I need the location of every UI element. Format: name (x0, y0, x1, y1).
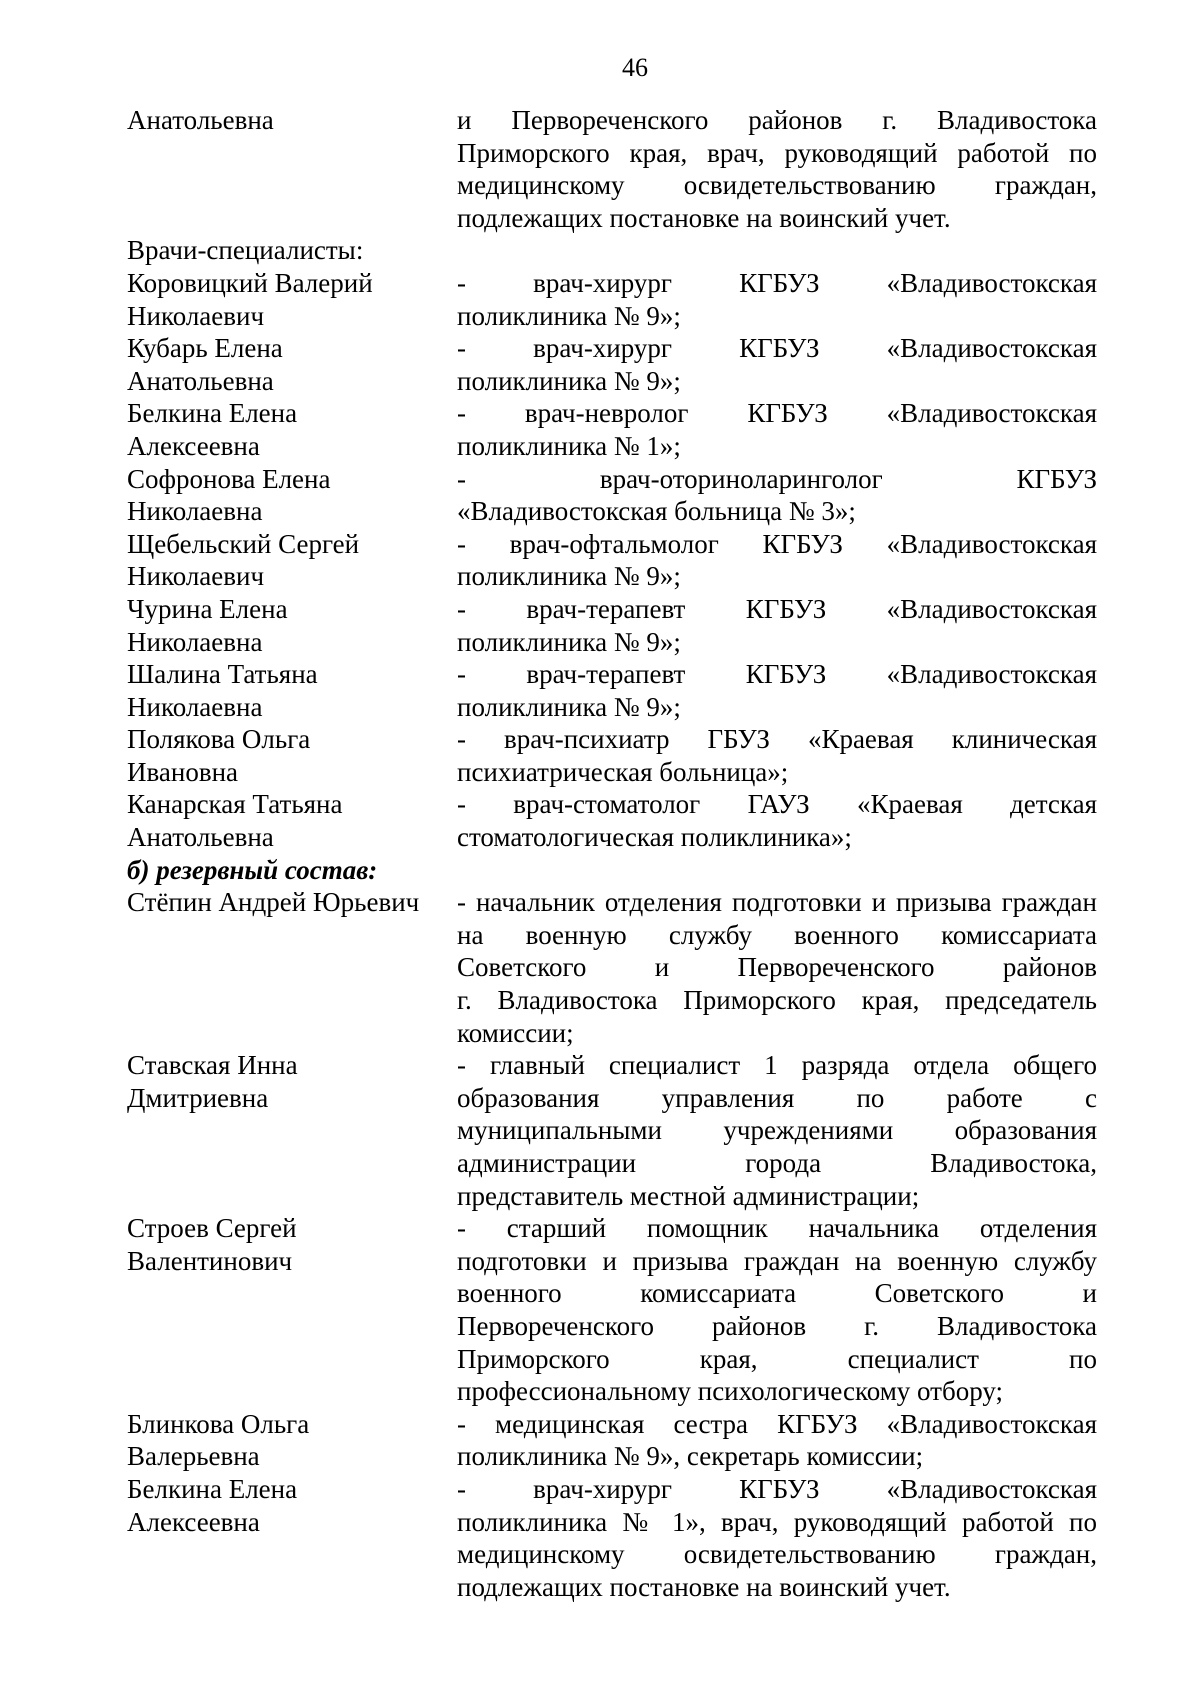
desc-line: - врач-терапевт КГБУЗ «Владивостокская (457, 593, 1097, 624)
name-line: Алексеевна (127, 1506, 260, 1537)
member-entry (127, 1049, 1097, 1212)
name-line: Софронова Елена (127, 463, 331, 494)
desc-line: - старший помощник начальника отделения (457, 1213, 1097, 1244)
name-line: Валерьевна (127, 1441, 260, 1472)
person-description (457, 1049, 1097, 1212)
member-entry (127, 332, 1097, 397)
desc-line: - врач-невролог КГБУЗ «Владивостокская (457, 398, 1097, 429)
name-line: Канарская Татьяна (127, 789, 343, 820)
desc-line: медицинскому освидетельствованию граждан, (457, 170, 1097, 201)
name-line: Николаевна (127, 496, 263, 527)
desc-line: - врач-хирург КГБУЗ «Владивостокская (457, 1473, 1097, 1504)
person-name (127, 332, 457, 397)
desc-line: - врач-офтальмолог КГБУЗ «Владивостокская (457, 528, 1097, 559)
name-line: Чурина Елена (127, 593, 288, 624)
desc-line: «Владивостокская больница № 3»; (457, 496, 856, 527)
name-line: Николаевич (127, 300, 265, 331)
desc-line: - врач-стоматолог ГАУЗ «Краевая детская (457, 789, 1097, 820)
intro-entry (127, 104, 1097, 234)
member-entry (127, 1473, 1097, 1603)
desc-line: комиссии; (457, 1017, 574, 1048)
name-line: Стёпин Андрей Юрьевич (127, 887, 420, 918)
desc-line: - начальник отделения подготовки и призыва граждан (457, 887, 1097, 918)
specialists-heading-row (127, 234, 1097, 267)
member-entry (127, 593, 1097, 658)
name-line: Николаевна (127, 626, 263, 657)
person-description (457, 658, 1097, 723)
name-line: Ивановна (127, 756, 239, 787)
specialists-heading: Врачи-специалисты: (127, 235, 364, 266)
person-name (127, 788, 457, 853)
person-description (457, 1212, 1097, 1408)
person-description (457, 463, 1097, 528)
person-name (127, 267, 457, 332)
member-entry (127, 788, 1097, 853)
person-description (457, 267, 1097, 332)
desc-line: образования управления по работе с (457, 1082, 1097, 1113)
desc-line: поликлиника № 9»; (457, 300, 681, 331)
person-description (457, 397, 1097, 462)
name-line: Белкина Елена (127, 1473, 298, 1504)
person-name (127, 104, 457, 137)
desc-line: и Первореченского районов г. Владивостока (457, 105, 1097, 135)
person-description (457, 886, 1097, 1049)
name-line: Шалина Татьяна (127, 659, 318, 690)
person-name (127, 1408, 457, 1473)
desc-line: администрации города Владивостока, (457, 1148, 1097, 1178)
name-line: Блинкова Ольга (127, 1408, 310, 1439)
desc-line: Приморского края, врач, руководящий работой по (457, 137, 1097, 168)
desc-line: Советского и Первореченского районов (457, 952, 1097, 983)
person-name (127, 723, 457, 788)
document-body (127, 104, 1097, 1603)
member-entry (127, 528, 1097, 593)
desc-line: Первореченского районов г. Владивостока (457, 1310, 1097, 1341)
person-name (127, 1473, 457, 1538)
person-name (127, 658, 457, 723)
name-line: Полякова Ольга (127, 724, 311, 755)
name-line: Кубарь Елена (127, 333, 283, 364)
name-line: Щебельский Сергей (127, 528, 360, 559)
person-name (127, 463, 457, 528)
desc-line: медицинскому освидетельствованию граждан, (457, 1539, 1097, 1570)
desc-line: военного комиссариата Советского и (457, 1278, 1097, 1309)
person-name (127, 1212, 457, 1277)
desc-line: - врач-психиатр ГБУЗ «Краевая клиническая (457, 724, 1097, 755)
member-entry (127, 1408, 1097, 1473)
member-entry (127, 397, 1097, 462)
desc-line: поликлиника № 1»; (457, 430, 681, 461)
name-line: Валентинович (127, 1245, 293, 1276)
desc-line: поликлиника № 9»; (457, 626, 681, 657)
person-description (457, 723, 1097, 788)
name-line: Николаевич (127, 561, 265, 592)
name-line: Дмитриевна (127, 1082, 269, 1113)
person-description (457, 528, 1097, 593)
desc-line: поликлиника № 9»; (457, 561, 681, 592)
person-name (127, 886, 457, 919)
person-description (457, 1473, 1097, 1603)
reserve-heading: б) резервный состав: (127, 854, 378, 885)
member-entry (127, 886, 1097, 1049)
desc-line: - врач-оториноларинголог КГБУЗ (457, 463, 1097, 494)
person-name (127, 397, 457, 462)
person-description (457, 104, 1097, 234)
desc-line: стоматологическая поликлиника»; (457, 822, 852, 853)
person-name (127, 1049, 457, 1114)
name-line: Анатольевна (127, 365, 274, 396)
desc-line: - главный специалист 1 разряда отдела общего (457, 1050, 1097, 1081)
desc-line: профессиональному психологическому отбору; (457, 1376, 1003, 1407)
desc-line: - врач-терапевт КГБУЗ «Владивостокская (457, 659, 1097, 690)
desc-line: подлежащих постановке на воинский учет. (457, 1571, 951, 1602)
reserve-heading-row (127, 854, 1097, 887)
reserve-list (127, 886, 1097, 1603)
desc-line: поликлиника № 9», секретарь комиссии; (457, 1441, 924, 1472)
member-entry (127, 1212, 1097, 1408)
name-line: Алексеевна (127, 430, 260, 461)
desc-line: - врач-хирург КГБУЗ «Владивостокская (457, 267, 1097, 298)
desc-line: представитель местной администрации; (457, 1180, 920, 1211)
person-name (127, 593, 457, 658)
page-number: 46 (622, 53, 648, 82)
person-description (457, 593, 1097, 658)
member-entry (127, 658, 1097, 723)
desc-line: - медицинская сестра КГБУЗ «Владивостокская (457, 1408, 1097, 1439)
name-line: Белкина Елена (127, 398, 298, 429)
desc-line: поликлиника № 9»; (457, 691, 681, 722)
person-description (457, 332, 1097, 397)
name-line: Строев Сергей (127, 1213, 297, 1244)
desc-line: подлежащих постановке на воинский учет. (457, 202, 951, 233)
name-line: Николаевна (127, 691, 263, 722)
desc-line: - врач-хирург КГБУЗ «Владивостокская (457, 333, 1097, 364)
name-line: Коровицкий Валерий (127, 267, 373, 298)
desc-line: Приморского края, специалист по (457, 1343, 1097, 1374)
member-entry (127, 267, 1097, 332)
person-description (457, 1408, 1097, 1473)
desc-line: г. Владивостока Приморского края, председатель (457, 985, 1097, 1016)
member-entry (127, 723, 1097, 788)
name-line: Анатольевна (127, 105, 274, 135)
name-line: Анатольевна (127, 822, 274, 853)
person-description (457, 788, 1097, 853)
member-entry (127, 463, 1097, 528)
desc-line: поликлиника № 1», врач, руководящий работой по (457, 1506, 1097, 1537)
person-name (127, 528, 457, 593)
desc-line: на военную службу военного комиссариата (457, 919, 1097, 950)
desc-line: поликлиника № 9»; (457, 365, 681, 396)
desc-line: подготовки и призыва граждан на военную службу (457, 1245, 1097, 1276)
name-line: Ставская Инна (127, 1050, 298, 1081)
desc-line: муниципальными учреждениями образования (457, 1115, 1097, 1146)
specialists-list (127, 267, 1097, 854)
desc-line: психиатрическая больница»; (457, 756, 789, 787)
